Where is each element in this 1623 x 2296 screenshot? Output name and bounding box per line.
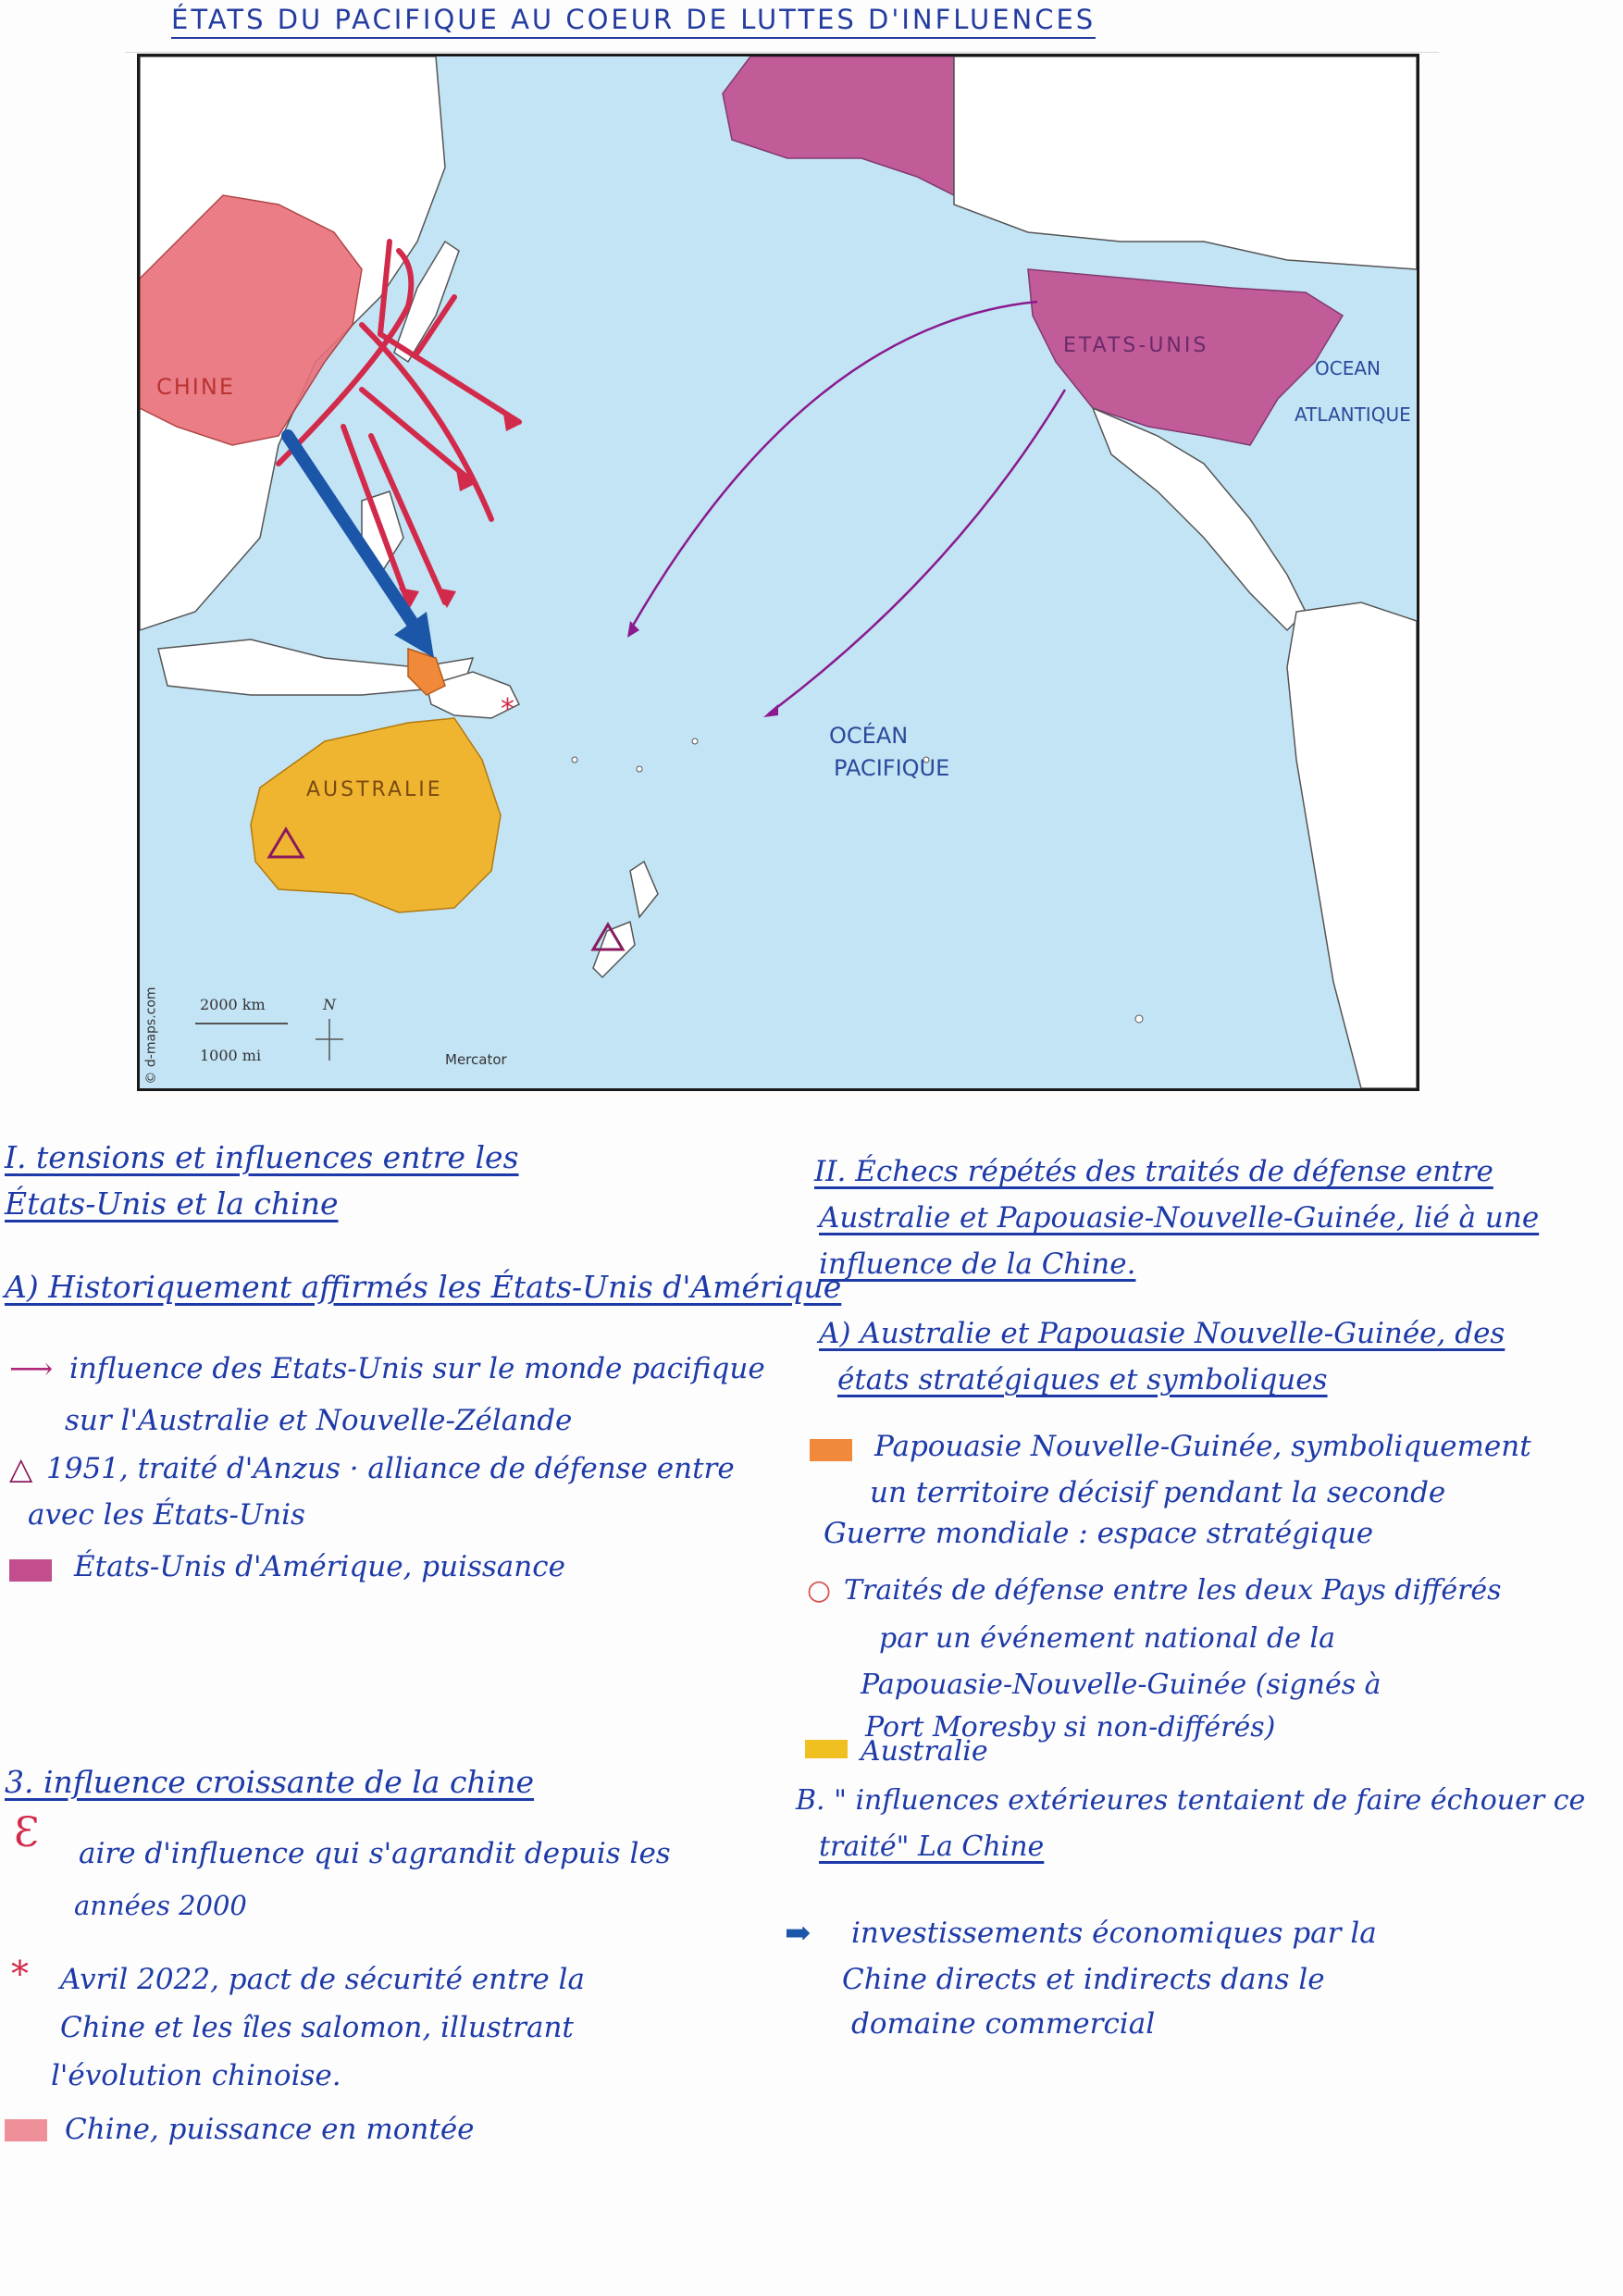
star-item-line1: Avril 2022, pact de sécurité entre la [60,1963,585,1996]
influence-bracket-icon: Ɛ [14,1809,40,1856]
arrow-symbol: ⟶ [9,1350,54,1386]
title-divider [125,52,1439,53]
projection-label: Mercator [445,1051,507,1068]
arrow-item-line2: sur l'Australie et Nouvelle-Zélande [65,1404,573,1437]
part2-title-line1: II. Échecs répétés des traités de défense entre [814,1155,1493,1188]
blue-arrow-icon: ➡ [785,1915,812,1952]
star-icon: * [11,1954,29,1994]
pacific-island [692,738,698,744]
alaska-region [723,56,954,195]
part1-title-line1: I. tensions et influences entre les [5,1139,519,1175]
sectionB-title: 3. influence croissante de la chine [5,1764,535,1800]
influence-arrow [380,334,519,422]
blue-arrow-item-line1: investissements économiques par la [851,1917,1377,1950]
part2-title-line3: influence de la Chine. [819,1247,1136,1281]
png-item-line3: Guerre mondiale : espace stratégique [824,1517,1374,1550]
label-usa: ETATS-UNIS [1063,334,1209,357]
label-pacific-2: PACIFIQUE [834,755,950,781]
scale-mi: 1000 mi [200,1047,262,1064]
australia-item: Australie [861,1735,988,1768]
circle-item-line1: Traités de défense entre les deux Pays différés [844,1574,1502,1607]
china-swatch-item: Chine, puissance en montée [65,2113,475,2146]
pacific-island [1135,1015,1143,1023]
usa-swatch-item: États-Unis d'Amérique, puissance [74,1550,565,1583]
us-influence-arrow [769,390,1065,714]
arrow-item-line1: influence des Etats-Unis sur le monde pacifique [69,1352,765,1385]
arrowhead [763,704,778,717]
canada-landmass [954,56,1417,269]
triangle-icon: △ [9,1450,33,1486]
australia-swatch [805,1740,848,1758]
circle-item-line4: Port Moresby si non-différés) [865,1711,1276,1744]
influence-arrow [362,390,473,482]
sectionA-title: A) Historiquement affirmés les États-Unis d'Amérique [5,1269,842,1305]
png-swatch [810,1439,852,1461]
usa-swatch [9,1559,52,1582]
page-title: ÉTATS DU PACIFIQUE AU COEUR DE LUTTES D'INFLUENCES [171,4,1096,39]
png-item-line1: Papouasie Nouvelle-Guinée, symboliquement [874,1430,1531,1463]
part2-title-line2: Australie et Papouasie-Nouvelle-Guinée, lié à une [819,1201,1540,1235]
map-canvas [140,56,1417,1088]
circle-icon: ○ [807,1574,832,1607]
right-sectionA-line2: états stratégiques et symboliques [837,1363,1328,1396]
part1-title-line2: États-Unis et la chine [5,1185,339,1222]
influence-arc [362,325,491,519]
star-item-line2: Chine et les îles salomon, illustrant [60,2011,574,2044]
bracket-item-line2: années 2000 [74,1890,247,1921]
label-australia: AUSTRALIE [306,778,443,801]
blue-arrow-item-line2: Chine directs et indirects dans le [842,1963,1325,1996]
right-sectionA-line1: A) Australie et Papouasie Nouvelle-Guinée, des [819,1317,1505,1350]
label-atlantic-2: ATLANTIQUE [1295,403,1411,426]
australia-region [251,718,501,912]
triangle-item-line1: 1951, traité d'Anzus · alliance de défense entre [46,1452,735,1485]
pacific-island [572,757,577,763]
solomon-pact-star: * [501,693,514,726]
pacific-island [637,766,642,772]
label-china: CHINE [156,374,235,400]
right-sectionB-line1: B. " influences extérieures tentaient de faire échouer ce [796,1784,1586,1817]
arrowhead [436,588,456,608]
label-pacific-1: OCÉAN [829,723,909,749]
compass-north: N [323,996,336,1013]
south-america [1287,602,1417,1088]
png-item-line2: un territoire décisif pendant la seconde [870,1476,1446,1509]
mexico-central-america [1093,408,1306,630]
bracket-item-line1: aire d'influence qui s'agrandit depuis les [79,1837,671,1870]
pacific-map [137,54,1419,1091]
right-sectionB-line2: traité" La Chine [819,1831,1045,1863]
circle-item-line3: Papouasie-Nouvelle-Guinée (signés à [861,1669,1381,1701]
triangle-item-line2: avec les États-Unis [28,1498,305,1532]
star-item-line3: l'évolution chinoise. [51,2059,341,2092]
china-swatch [5,2119,47,2141]
label-atlantic-1: OCEAN [1315,357,1381,379]
circle-item-line2: par un événement national de la [879,1622,1336,1655]
map-credit: © d-maps.com [143,987,159,1085]
new-zealand [630,862,658,917]
scale-km: 2000 km [200,996,266,1013]
us-influence-arrow [630,302,1037,630]
blue-arrow-item-line3: domaine commercial [851,2007,1156,2041]
